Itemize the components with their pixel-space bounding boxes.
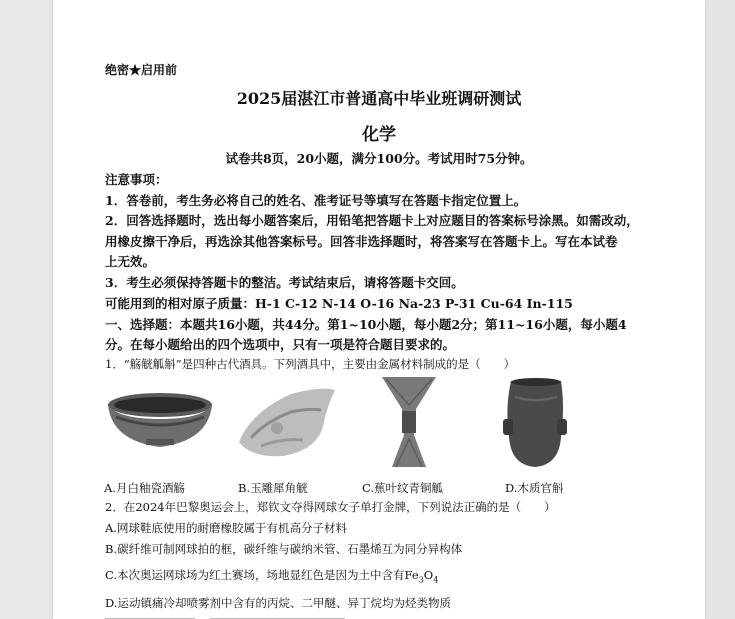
note-1: 1．答卷前，考生务必将自己的姓名、准考证号等填写在答题卡指定位置上。 [105,193,527,208]
q2-option-a: A.网球鞋底使用的耐磨橡胶属于有机高分子材料 [105,521,347,535]
q2-option-c-sub-4: 4 [433,575,439,585]
q2-option-c-sub-3: 3 [418,575,424,585]
q2-option-b: B.碳纤维可制网球拍的框，碳纤维与碳纳米管、石墨烯互为同分异构体 [105,542,463,556]
q1-option-b: B.玉雕犀角觥 [238,481,308,495]
q2-option-d: D.运动镇痛冷却喷雾剂中含有的丙烷、二甲醚、异丁烷均为烃类物质 [105,596,451,610]
q2-option-c-o: O [423,568,434,582]
q1-option-d: D.木质官斛 [505,481,564,495]
subject-title: 化学 [362,125,396,145]
bronze-gu-vessel-image [380,375,438,469]
notes-heading: 注意事项： [105,172,168,187]
section-1-line-1: 一、选择题：本题共16小题，共44分。第1~10小题，每小题2分；第11~16小题，每小题4 [105,317,627,332]
wooden-hu-vessel-image [501,377,569,471]
note-2-line-3: 上无效。 [105,254,156,269]
note-2-line-2: 用橡皮擦干净后，再选涂其他答案标号。回答非选择题时，将答案写在答题卡上。写在本试卷 [105,234,618,249]
viewer-scroll-area[interactable] [721,0,735,619]
section-1-line-2: 分。在每小题给出的四个选项中，只有一项是符合题目要求的。 [105,337,456,352]
note-2-line-1: 2．回答选择题时，选出每小题答案后，用铅笔把答题卡上对应题目的答案标号涂黑。如需改动， [105,213,639,228]
question-1: 1．“觞觥觚斛”是四种古代酒具。下列酒具中，主要由金属材料制成的是（ ） [105,357,516,371]
document-page [53,0,705,619]
exam-title: 2025届湛江市普通高中毕业班调研测试 [236,89,522,108]
q1-option-a: A.月白釉瓷酒觞 [104,481,185,495]
jade-rhino-horn-cup-image [231,382,339,460]
q2-option-c [105,567,438,584]
porcelain-bowl-image [106,389,214,453]
q2-option-c-text: C.本次奥运网球场为红土赛场，场地显红色是因为土中含有Fe [105,568,419,582]
next-line-cut-off [105,613,405,619]
note-3: 3．考生必须保持答题卡的整洁。考试结束后，请将答题卡交回。 [105,275,464,290]
atomic-masses: 可能用到的相对原子质量：H-1 C-12 N-14 O-16 Na-23 P-31 Cu-64 In-115 [105,296,573,311]
q1-option-c: C.蕉叶纹青铜觚 [362,481,444,495]
exam-info: 试卷共8页，20小题，满分100分。考试用时75分钟。 [225,151,533,166]
question-2: 2．在2024年巴黎奥运会上，郑钦文夺得网球女子单打金牌，下列说法正确的是（ ） [105,500,556,514]
confidential-mark: 绝密★启用前 [105,63,178,77]
